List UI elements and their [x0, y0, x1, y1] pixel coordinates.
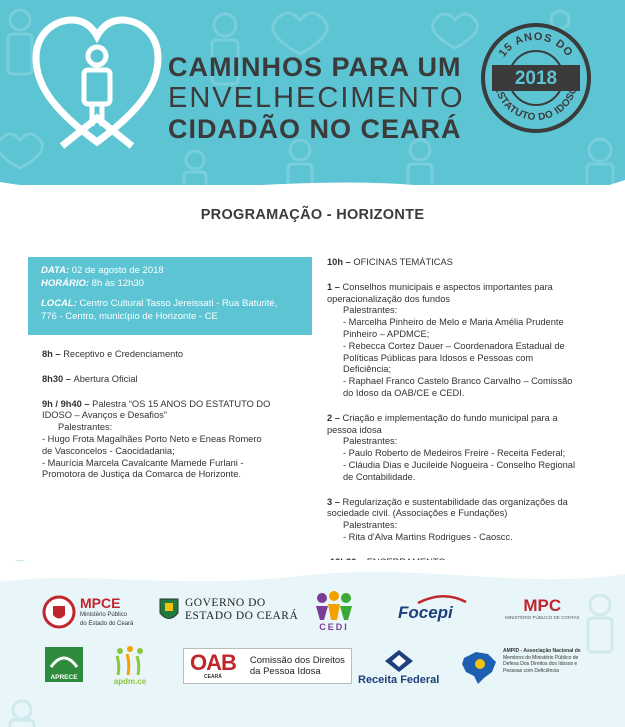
ampid-line-2: Membros do Ministério Público de — [503, 654, 579, 661]
speaker: - Hugo Frota Magalhães Porto Neto e Eneas Romero — [42, 433, 262, 444]
mpce-sub-1: Ministério Público — [80, 611, 128, 618]
mpce-sub-2: do Estado do Ceará — [80, 620, 134, 627]
date-label: DATA: — [41, 265, 70, 276]
focepi-logo — [398, 594, 468, 622]
schedule-text: Receptivo e Credenciamento — [63, 349, 184, 359]
oab-commission-line-2: da Pessoa Idosa — [249, 666, 321, 677]
workshop-3 — [327, 497, 587, 544]
title-line-3: CIDADÃO NO CEARÁ — [168, 114, 462, 144]
ampid-line-1: AMPID - Associação Nacional de — [503, 648, 581, 654]
apdm-people-icon — [110, 645, 150, 677]
governo-ceara-logo — [158, 595, 298, 625]
time-label: HORÁRIO: — [41, 278, 90, 289]
receita-federal-logo — [358, 648, 439, 686]
mpce-name: MPCE — [80, 594, 121, 611]
local-label: LOCAL: — [41, 298, 77, 309]
brazil-map-icon — [458, 648, 498, 686]
ampid-logo — [458, 648, 581, 686]
schedule-text: Abertura Oficial — [73, 373, 138, 384]
workshop-title: Criação e implementação do fundo municipal para a — [342, 412, 558, 423]
ampid-line-3: Defesa Dos Direitos dos Idosos e — [503, 661, 578, 667]
workshop-title: Conselhos municipais e aspectos importantes para — [342, 281, 553, 292]
program-title: PROGRAMAÇÃO - HORIZONTE — [200, 207, 425, 223]
cedi-people-icon — [310, 590, 358, 622]
oab-commission-line-1: Comissão dos Direitos — [249, 655, 345, 666]
lecture-title-2: IDOSO – Avanços e Desafios” — [42, 410, 167, 421]
date-line — [41, 264, 302, 277]
workshop-number: 1 – — [327, 281, 343, 292]
apdm-logo — [110, 645, 150, 686]
ceara-coat-of-arms-icon — [158, 595, 180, 625]
mpce-logo — [42, 595, 133, 629]
schedule-time: 8h30 – — [42, 373, 74, 384]
aprece-logo — [45, 647, 83, 682]
speaker: - Raphael Franco Castelo Branco Carvalho – Comissão — [343, 376, 573, 387]
speakers-label: Palestrantes: — [343, 305, 398, 316]
speaker: - Cláudia Dias e Jucileide Nogueira - Conselho Regional — [343, 459, 576, 470]
heart-person-logo — [32, 14, 162, 159]
schedule-item-workshops — [327, 257, 587, 269]
time-line — [41, 277, 302, 290]
speaker: - Rebecca Cortez Dauer – Coordenadora Estadual de — [343, 340, 565, 351]
footer-logos-area — [0, 560, 625, 727]
schedule-item-lecture — [42, 399, 304, 482]
title-line-2: ENVELHECIMENTO — [168, 82, 465, 114]
mpc-name: MPC — [523, 596, 562, 615]
local-value: Centro Cultural Tasso Jereissati - Rua Baturité, — [76, 298, 278, 309]
date-value: 02 de agosto de 2018 — [69, 265, 164, 276]
oab-comissao-logo — [183, 648, 352, 684]
oab-name: OAB — [190, 650, 236, 675]
apdm-name: apdm.ce — [113, 677, 147, 686]
schedule-time: 10h – — [327, 257, 354, 267]
local-line — [41, 297, 302, 310]
schedule-left-column — [42, 349, 304, 494]
event-title — [168, 52, 468, 145]
aprece-emblem-icon — [45, 647, 83, 673]
schedule-time: 8h – — [42, 349, 64, 359]
speaker-cont: do Idoso da OAB/CE e CEDI. — [343, 387, 465, 398]
workshop-1 — [327, 282, 587, 400]
mpc-sub: MINISTÉRIO PÚBLICO DE CONTAS — [505, 615, 580, 620]
workshop-title: Regularização e sustentabilidade das organizações da — [342, 496, 568, 507]
workshop-title-2: sociedade civil. (Associações e Fundações) — [327, 508, 508, 519]
speakers-label: Palestrantes: — [343, 520, 398, 531]
event-info-box — [28, 257, 312, 335]
cedi-name: CEDI — [319, 622, 349, 632]
speaker: - Maurícia Marcela Cavalcante Mamede Furlani - — [42, 457, 244, 468]
speaker-cont: Promotora de Justiça da Comarca de Horizonte. — [42, 469, 241, 480]
schedule-text: OFICINAS TEMÁTICAS — [353, 257, 453, 267]
cedi-logo — [310, 590, 358, 632]
workshop-number: 2 – — [327, 412, 343, 423]
seal-bottom-text: ESTATUTO DO IDOSO — [491, 84, 581, 124]
header-banner — [0, 0, 625, 185]
receita-federal-name: Receita Federal — [358, 674, 440, 686]
speaker: - Rita d'Alva Martins Rodrigues - Caoscc. — [343, 531, 513, 542]
speaker-cont: Políticas Públicas para Idosos e Pessoas com — [343, 352, 534, 363]
speaker-cont: de Vasconcelos - Caocidadania; — [42, 445, 175, 456]
speakers-label: Palestrantes: — [58, 422, 113, 433]
workshop-title-2: pessoa idosa — [327, 424, 382, 435]
schedule-item-reception — [42, 349, 304, 361]
speaker: - Marcelha Pinheiro de Melo e Maria Amélia Prudente — [343, 317, 564, 328]
workshop-title-2: operacionalização dos fundos — [327, 293, 451, 304]
title-line-1: CAMINHOS PARA UM — [168, 52, 462, 82]
speakers-label: Palestrantes: — [343, 436, 398, 447]
footer-wave — [0, 560, 625, 727]
speaker-cont: de Contabilidade. — [343, 471, 416, 482]
mpce-emblem-icon — [42, 595, 76, 629]
mpc-logo — [505, 597, 579, 620]
schedule-item-opening — [42, 374, 304, 386]
local-line-2: 776 - Centro, município de Horizonte - CE — [41, 311, 218, 322]
focepi-name: Focepi — [398, 603, 453, 622]
time-value: 8h às 12h30 — [89, 278, 144, 289]
workshop-2 — [327, 413, 587, 484]
oab-sub: CEARÁ — [204, 674, 222, 680]
anniversary-seal — [480, 22, 592, 134]
speaker-cont: Pinheiro – APDMCE; — [343, 328, 430, 339]
aprece-name: APRECE — [45, 673, 83, 682]
governo-line-2: ESTADO DO CEARÁ — [185, 610, 299, 622]
workshop-number: 3 – — [327, 496, 343, 507]
receita-federal-emblem-icon — [382, 648, 416, 674]
header-wave — [0, 172, 625, 212]
governo-line-1: GOVERNO DO — [185, 597, 266, 609]
lecture-title: Palestra “OS 15 ANOS DO ESTATUTO DO — [92, 398, 271, 409]
speaker-cont: Deficiência; — [343, 364, 392, 375]
ampid-line-4: Pessoas com Deficiência — [503, 667, 559, 674]
schedule-time: 9h / 9h40 – — [42, 398, 93, 409]
schedule-right-column — [327, 257, 587, 582]
seal-year: 2018 — [514, 68, 558, 89]
speaker: - Paulo Roberto de Medeiros Freire - Receita Federal; — [343, 448, 566, 459]
seal-top-text: 15 ANOS DO — [496, 30, 576, 60]
